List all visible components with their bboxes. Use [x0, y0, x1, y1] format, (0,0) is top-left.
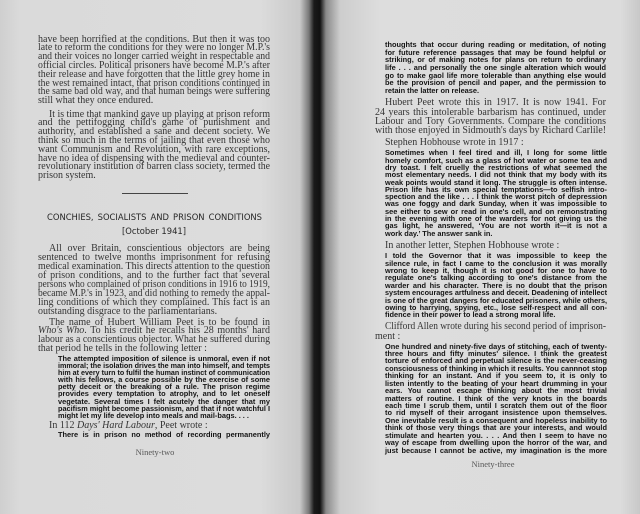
paragraph	[375, 241, 606, 250]
page-number: Ninety-two	[135, 447, 175, 457]
text-line: homely comfort, such as a glass of hot water or some tea and	[385, 155, 607, 165]
block-quote	[385, 252, 607, 319]
text-line: The name of Hubert William Peet is to be found in	[49, 316, 270, 328]
text-line: ment :	[375, 330, 401, 342]
text-segment: , Peet wrote :	[154, 419, 208, 431]
text-line: thinking for an instant. And if you seem to, it is only to	[385, 371, 607, 381]
text-line: just because I cannot be active, my imagination is the more	[385, 445, 607, 455]
text-line: wrong to keep it, though it is not good for one to have to	[385, 266, 607, 276]
paragraph	[375, 322, 606, 341]
text-line: be the provision of pencil and paper, and the permission to	[385, 78, 606, 88]
left-page	[0, 0, 312, 514]
text-line: immoral; the isolation drives the man into himself, and tempts	[58, 361, 270, 371]
text-line: most elementary needs. I did not think that my body with its	[385, 170, 607, 180]
text-line: in the evening with one of the warders for not giving us the	[385, 214, 607, 224]
text-line: 24 years this intolerable barbarism has continued, under	[375, 106, 606, 118]
text-line: authority, and established a sane and decent society. We	[38, 126, 270, 138]
text-line: All over Britain, conscientious objectors are being	[49, 242, 270, 254]
text-line: weak points would stand it long. The struggle is often intense.	[385, 177, 607, 187]
text-line: vegetate. Several times I felt acutely the danger that my	[58, 396, 270, 406]
paragraph	[38, 421, 270, 430]
paragraph	[38, 33, 270, 107]
paragraph	[38, 244, 270, 316]
text-line: retain the latter on release.	[385, 86, 480, 96]
text-line: ling conditions of which they complained. This fact is an	[38, 296, 270, 308]
text-line: silence rule, in fact I came to the conclusion it was morally	[385, 258, 607, 268]
paragraph	[38, 316, 270, 355]
text-line: and the pettifogging child's game of punishment and	[38, 117, 270, 129]
text-line: medical examination. This directs attention to the question	[38, 260, 270, 272]
text-line: CONCHIES, SOCIALISTS AND PRISON CONDITIONS	[47, 212, 262, 222]
text-line: dry toast. I felt cruelly the restrictions of what seemed the	[385, 162, 607, 172]
text-line: The attempted imposition of silence is unmoral, even if not	[58, 354, 270, 363]
text-line: to rid myself of their arrogant insistence upon themselves.	[385, 408, 607, 418]
text-line: for future reference passages that may be found helpful or	[385, 47, 606, 57]
text-line: became M.P.'s in 1923, and did nothing to remedy the appal-	[38, 287, 270, 299]
text-line: ears. You cannot escape thinking about the most trivial	[385, 386, 607, 396]
text-line: regulate one's talking according to one's distance from the	[385, 273, 607, 283]
block-quote	[385, 41, 606, 95]
text-line: want Communism and Revolution, with rare exceptions,	[38, 143, 270, 155]
text-line: and their voices no longer carried weight in respectable and	[38, 51, 270, 63]
text-line: think of those very things that are your interests, and would	[385, 423, 607, 433]
text-line: the same bad old way, and that human beings were suffering	[38, 86, 270, 98]
text-line: him at every turn to fulfil the human instinct of communication	[58, 368, 270, 378]
text-line: system encourages artfulness and deceit. Deadening of intellect	[385, 288, 607, 298]
text-line: In another letter, Stephen Hobhouse wrote :	[385, 240, 560, 252]
text-line: One inevitable result is a consequent and hopeless inability to	[385, 415, 607, 425]
text-line: torture of enforced and perpetual silence is the never-ceasing	[385, 356, 607, 366]
text-line: Clifford Allen wrote during his second period of imprison-	[385, 321, 606, 333]
text-line: outstanding disgrace to the parliamentarians.	[38, 305, 218, 317]
text-line: was one foggy and dark Sunday, when it was impossible to	[385, 199, 607, 209]
text-line: There is in prison no method of recording permanently	[58, 430, 270, 439]
text-line: pacifism might become passionism, and that if not watchful I	[58, 403, 270, 413]
text-segment: In 112	[49, 419, 77, 431]
italic-text: Days' Hard Labour	[76, 419, 155, 431]
text-line: fidence in their power to lead a strong moral life.	[385, 310, 556, 320]
text-line: that period he tells in the following letter :	[38, 343, 207, 355]
text-line: thoughts that occur during reading or meditation, of noting	[385, 40, 606, 49]
text-line: provides every temptation to atrophy, and to let oneself	[58, 389, 270, 399]
text-line: Prison life has its own special temptations—to selfish intro-	[385, 184, 607, 194]
section-heading	[47, 212, 262, 222]
text-line: gas light, he answered, ‘You are not worth it—it is not a	[385, 221, 607, 231]
text-line: listen intently to the beating of your heart drumming in your	[385, 378, 607, 388]
text-line: spection and the like . . . I think the worst pitch of depression	[385, 192, 607, 202]
text-line: Labour and Tory Governments. Compare the conditions	[375, 115, 606, 127]
text-line	[38, 421, 270, 430]
text-line: have been horrified at the conditions. But then it was too	[38, 33, 270, 45]
text-line: with those enjoyed in Sidmouth's days by Richard Carlile!	[375, 125, 606, 137]
text-line: might let my life develop into meals and mail-bags. . . .	[58, 410, 249, 420]
text-line: owing to harrying, spying, etc., lose self-respect and all con-	[385, 303, 607, 313]
text-line: official circles. Political prisoners have become M.P.'s after	[38, 59, 270, 71]
text-line: have no idea of dispensing with the medieval and counter-	[38, 152, 270, 164]
section-divider	[122, 193, 188, 194]
text-line: I told the Governor that it was impossible to keep the	[385, 251, 607, 261]
text-line: sentenced to twelve months imprisonment for refusing	[38, 251, 270, 263]
paragraph	[38, 108, 270, 182]
text-line: way of escape from dwelling upon the horror of the war, and	[385, 438, 607, 448]
block-quote	[58, 431, 270, 438]
text-line: see either to sew or read in one's cell, and on remonstrating	[385, 206, 607, 216]
text-line: [October 1941]	[121, 226, 187, 236]
text-line: striking, or of making notes for plans on return to ordinary	[385, 55, 606, 65]
section-date	[38, 226, 270, 236]
page-number: Ninety-three	[471, 459, 515, 469]
text-line: Stephen Hobhouse wrote in 1917 :	[385, 137, 524, 149]
text-line: work day.’ The answer sank in.	[385, 228, 493, 238]
text-line: One hundred and ninety-five days of stitching, each of twenty-	[385, 341, 607, 351]
text-line: their release and have forgotten that the little grey home in	[38, 68, 270, 80]
text-line: each time I scrub them, until I scratch them out of the floor	[385, 401, 607, 410]
text-line: the west remained intact, that prison conditions continued in	[38, 77, 270, 89]
text-line: persons who complained of prison conditions in 1916 to 1919,	[38, 278, 270, 290]
text-line: is one of the great dangers for educated prisoners, while others,	[385, 295, 607, 305]
text-line: matters of routine. I think of the very knots in the boards	[385, 393, 607, 403]
paragraph	[375, 98, 606, 135]
text-line: life . . . and personally the one single alteration which would	[385, 63, 606, 73]
text-line: revolutionary institution of barren class society, termed the	[38, 161, 270, 173]
text-line: Hubert Peet wrote this in 1917. It is now 1941. For	[385, 97, 606, 109]
text-line: three hours and fifty minutes' silence. I think the greatest	[385, 348, 607, 358]
text-line: think so much in the terms of jailing that even those who	[38, 134, 270, 146]
text-line: prison system.	[38, 170, 96, 182]
text-line: still what they once endured.	[38, 95, 154, 107]
text-line: stimulate and hearten you. . . . And then I seem to have no	[385, 430, 607, 440]
text-line: warder and his character. There is no doubt that the prison	[385, 280, 607, 290]
block-quote	[385, 149, 607, 237]
block-quote	[58, 355, 270, 419]
text-line: consciousness of thinking in which it results. You cannnot stop	[385, 363, 607, 373]
text-line: labour as a conscientious objector. What he suffered during	[38, 334, 270, 346]
text-line: petty deceit or the breaking of a rule. The prison regime	[58, 382, 270, 392]
paragraph	[375, 138, 606, 147]
text-line: of prison conditions, and to the further fact that several	[38, 269, 270, 281]
block-quote	[385, 343, 607, 455]
text-line: It is time that mankind gave up playing at prison reform	[49, 108, 270, 120]
text-line: go to make gaol life more tolerable than anything else would	[385, 70, 606, 80]
right-page	[322, 0, 640, 514]
text-line: Sometimes when I feel tired and ill, I long for some little	[385, 148, 607, 158]
text-line: late to reform the conditions for they were no longer M.P.'s	[38, 42, 270, 54]
text-segment: . To his credit he recalls his 28 months' hard	[84, 325, 270, 337]
italic-text: Who's Who	[38, 325, 85, 337]
text-line: with his fellows, a course possible by the exercise of some	[58, 375, 270, 385]
